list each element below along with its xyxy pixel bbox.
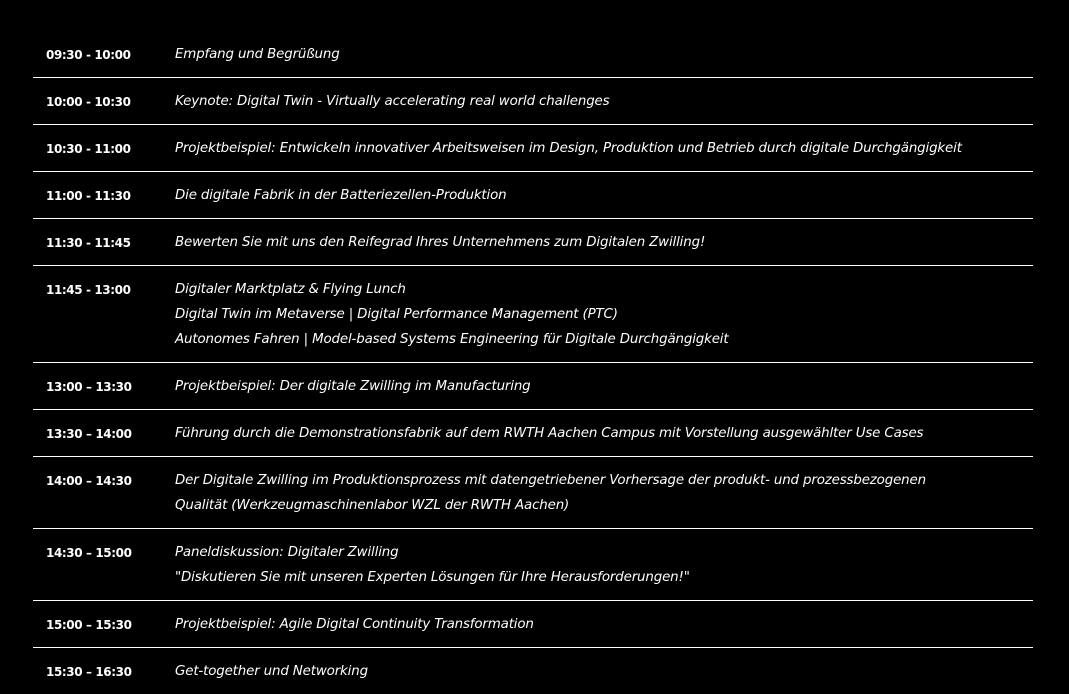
session-line: Qualität (Werkzeugmaschinenlabor WZL der RWTH Aachen) [175, 498, 570, 513]
agenda-row [33, 219, 1033, 266]
time-slot: 11:00 - 11:30 [46, 189, 131, 203]
session-line: Digitaler Marktplatz & Flying Lunch [175, 282, 406, 297]
time-slot: 15:00 – 15:30 [46, 618, 132, 632]
session-line: Projektbeispiel: Der digitale Zwilling im Manufacturing [175, 379, 531, 394]
time-slot: 11:30 - 11:45 [46, 236, 131, 250]
session-description [163, 42, 1033, 67]
session-description [163, 374, 1033, 399]
session-description [163, 277, 1033, 352]
session-line: Digital Twin im Metaverse | Digital Performance Management (PTC) [175, 307, 618, 322]
session-line: Autonomes Fahren | Model-based Systems Engineering für Digitale Durchgängigkeit [175, 332, 729, 347]
session-line: Projektbeispiel: Agile Digital Continuity Transformation [175, 617, 534, 632]
session-description [163, 659, 1033, 684]
session-line: Der Digitale Zwilling im Produktionsprozess mit datengetriebener Vorhersage der produkt- und prozessbezogenen [175, 473, 926, 488]
agenda-row [33, 410, 1033, 457]
session-line: Get-together und Networking [175, 664, 368, 679]
agenda-row [33, 529, 1033, 601]
agenda-row [33, 601, 1033, 648]
time-slot: 13:30 – 14:00 [46, 427, 132, 441]
session-line: Empfang und Begrüßung [175, 47, 340, 62]
session-description [163, 421, 1033, 446]
session-description [163, 183, 1033, 208]
agenda-row [33, 172, 1033, 219]
session-description [163, 612, 1033, 637]
time-slot: 15:30 – 16:30 [46, 665, 132, 679]
session-line: Führung durch die Demonstrationsfabrik auf dem RWTH Aachen Campus mit Vorstellung ausgewählter Use Cases [175, 426, 924, 441]
time-slot: 14:00 – 14:30 [46, 474, 132, 488]
session-description [163, 89, 1033, 114]
session-line: Paneldiskussion: Digitaler Zwilling [175, 545, 399, 560]
session-description [163, 136, 1033, 161]
agenda-row [33, 457, 1033, 529]
session-description [163, 230, 1033, 255]
time-slot: 11:45 - 13:00 [46, 283, 131, 297]
session-line: Die digitale Fabrik in der Batteriezellen-Produktion [175, 188, 507, 203]
session-line: Projektbeispiel: Entwickeln innovativer Arbeitsweisen im Design, Produktion und Betrieb durch digitale Durchgängigkeit [175, 141, 962, 156]
agenda-row [33, 266, 1033, 363]
session-description [163, 468, 1033, 518]
session-line: "Diskutieren Sie mit unseren Experten Lösungen für Ihre Herausforderungen!" [175, 570, 690, 585]
agenda-row [33, 648, 1033, 694]
time-slot: 14:30 – 15:00 [46, 546, 132, 560]
session-line: Keynote: Digital Twin - Virtually accelerating real world challenges [175, 94, 610, 109]
session-description [163, 540, 1033, 590]
agenda-row [33, 125, 1033, 172]
agenda-table [33, 31, 1033, 694]
agenda-row [33, 78, 1033, 125]
time-slot: 13:00 – 13:30 [46, 380, 132, 394]
time-slot: 10:00 - 10:30 [46, 95, 131, 109]
session-line: Bewerten Sie mit uns den Reifegrad Ihres Unternehmens zum Digitalen Zwilling! [175, 235, 706, 250]
agenda-row [33, 363, 1033, 410]
time-slot: 10:30 - 11:00 [46, 142, 131, 156]
agenda-row [33, 31, 1033, 78]
time-slot: 09:30 - 10:00 [46, 48, 131, 62]
